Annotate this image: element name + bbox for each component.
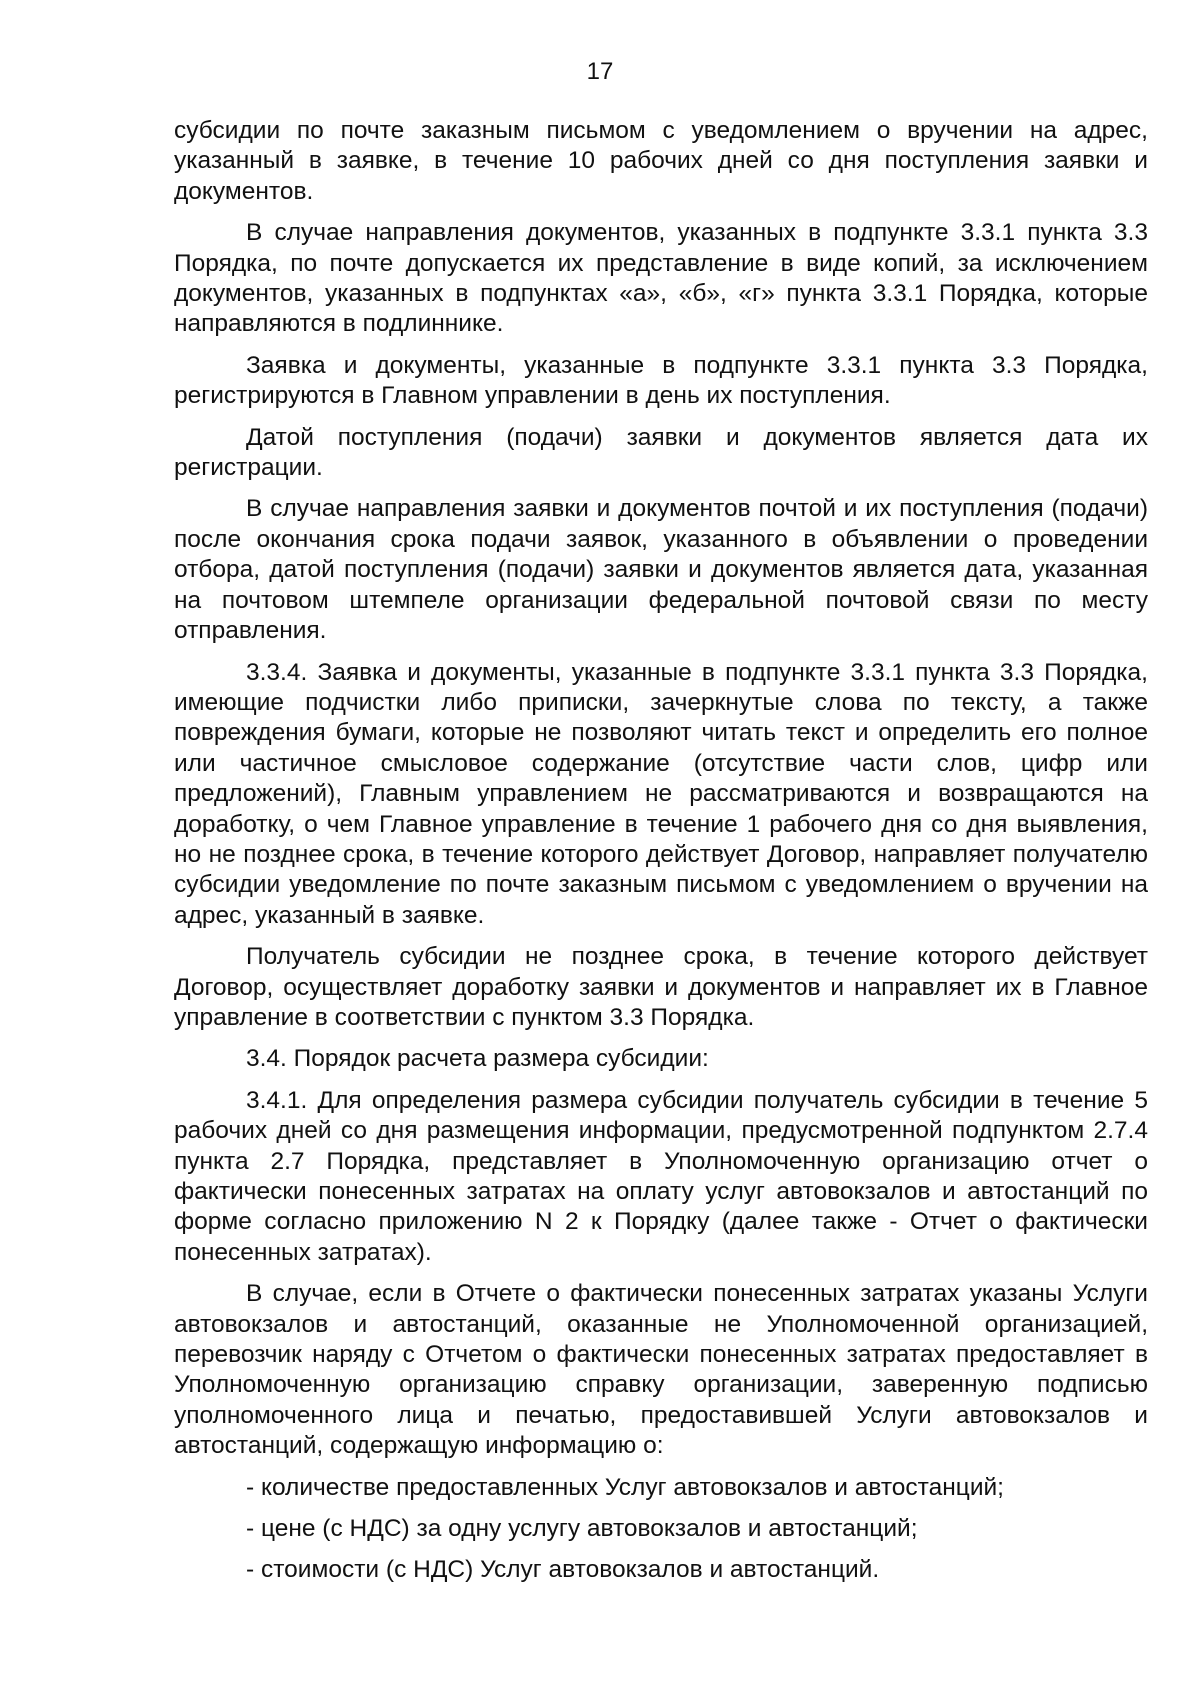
- list-item-price: - цене (с НДС) за одну услугу автовокзалов и автостанций;: [246, 1515, 918, 1543]
- paragraph-1: субсидии по почте заказным письмом с уведомлением о вручении на адрес, указанный в заявке, в течение 10 рабочих дней со дня поступления заявки и документов.: [174, 117, 1148, 205]
- paragraph-6: 3.3.4. Заявка и документы, указанные в подпункте 3.3.1 пункта 3.3 Порядка, имеющие подчистки либо приписки, зачеркнутые слова по тексту, а также повреждения бумаги, которые не позволяют читать текст и определить его полное или частичное смысловое содержание (отсутствие части слов, цифр или предложений), Главным управлением не рассматриваются и возвращаются на доработку, о чем Главное управление в течение 1 рабочего дня со дня выявления, но не позднее срока, в течение которого действует Договор, направляет получателю субсидии уведомление по почте заказным письмом с уведомлением о вручении на адрес, указанный в заявке.: [174, 658, 1148, 929]
- list-item-cost: - стоимости (с НДС) Услуг автовокзалов и автостанций.: [246, 1556, 880, 1584]
- paragraph-9: В случае, если в Отчете о фактически понесенных затратах указаны Услуги автовокзалов и автостанций, оказанные не Уполномоченной организацией, перевозчик наряду с Отчетом о фактически понесенных затратах предоставляет в Уполномоченную организацию справку организации, заверенную подписью уполномоченного лица и печатью, предоставившей Услуги автовокзалов и автостанций, содержащую информацию о:: [174, 1280, 1148, 1460]
- paragraph-5: В случае направления заявки и документов почтой и их поступления (подачи) после окончания срока подачи заявок, указанного в объявлении о проведении отбора, датой поступления (подачи) заявки и документов является дата, указанная на почтовом штемпеле организации федеральной почтовой связи по месту отправления.: [174, 495, 1148, 645]
- page-number: 17: [586, 58, 614, 85]
- paragraph-7: Получатель субсидии не позднее срока, в течение которого действует Договор, осуществляет доработку заявки и документов и направляет их в Главное управление в соответствии с пунктом 3.3 Порядка.: [174, 943, 1148, 1031]
- section-heading-3-4: 3.4. Порядок расчета размера субсидии:: [246, 1045, 709, 1073]
- paragraph-3: Заявка и документы, указанные в подпункте 3.3.1 пункта 3.3 Порядка, регистрируются в Главном управлении в день их поступления.: [174, 351, 1148, 410]
- document-body: [174, 116, 1148, 1597]
- list-item-quantity: - количестве предоставленных Услуг автовокзалов и автостанций;: [246, 1473, 1004, 1501]
- paragraph-4: Датой поступления (подачи) заявки и документов является дата их регистрации.: [174, 423, 1148, 482]
- paragraph-2: В случае направления документов, указанных в подпункте 3.3.1 пункта 3.3 Порядка, по почте допускается их представление в виде копий, за исключением документов, указанных в подпунктах «а», «б», «г» пункта 3.3.1 Порядка, которые направляются в подлиннике.: [174, 219, 1148, 338]
- paragraph-8: 3.4.1. Для определения размера субсидии получатель субсидии в течение 5 рабочих дней со дня размещения информации, предусмотренной подпунктом 2.7.4 пункта 2.7 Порядка, представляет в Уполномоченную организацию отчет о фактически понесенных затратах на оплату услуг автовокзалов и автостанций по форме согласно приложению N 2 к Порядку (далее также - Отчет о фактически понесенных затратах).: [174, 1086, 1148, 1266]
